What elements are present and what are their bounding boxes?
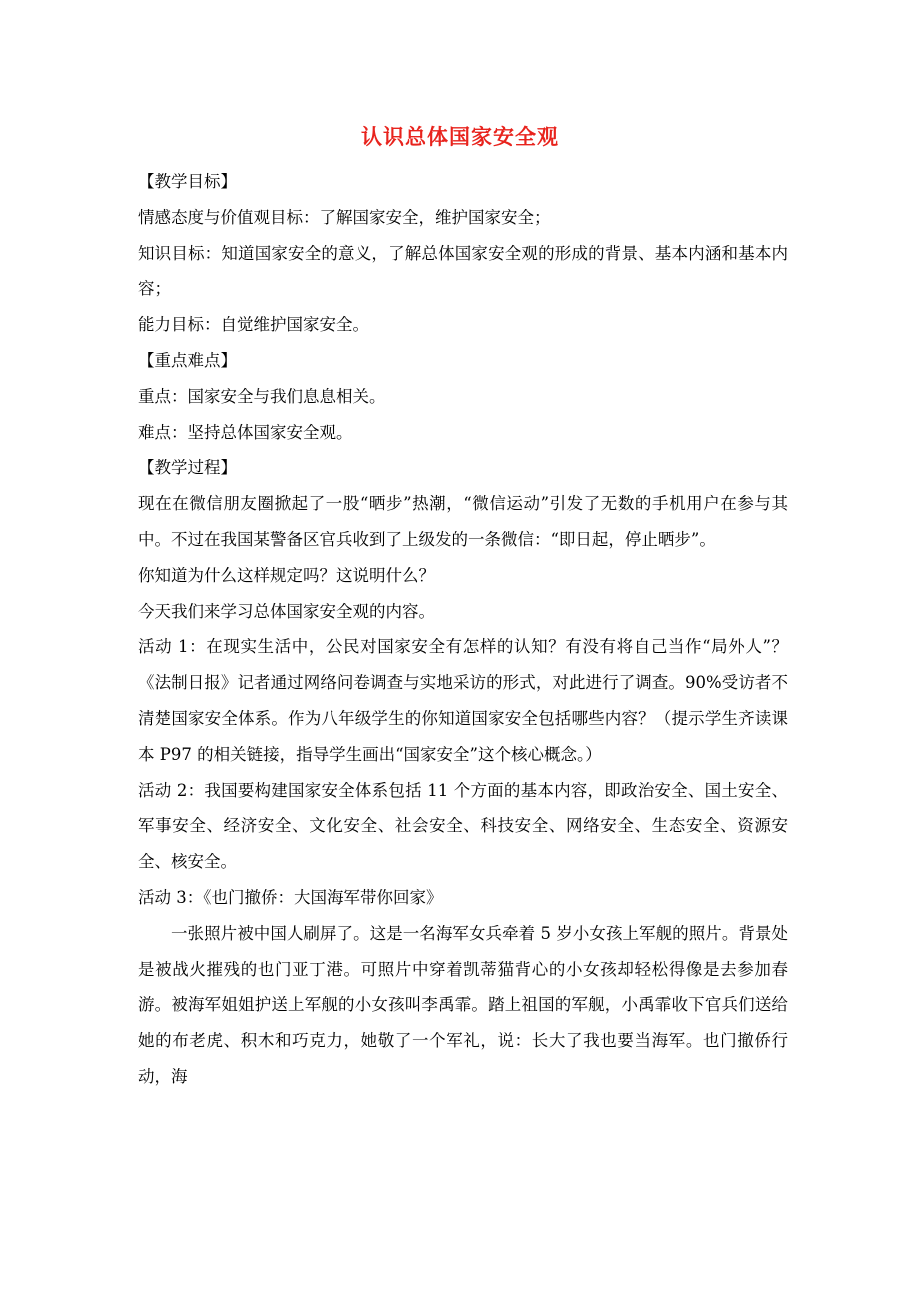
paragraph-question: 你知道为什么这样规定吗？这说明什么？ bbox=[138, 565, 435, 585]
paragraph-activity-3-heading: 活动 3：《也门撤侨：大国海军带你回家》 bbox=[138, 887, 443, 907]
paragraph-activity-1: 活动 1：在现实生活中，公民对国家安全有怎样的认知？有没有将自己当作“局外人”？《法制日报》记者通过网络问卷调查与实地采访的形式，对此进行了调查。90%受访者不清楚国家安全体系。作为八年级学生的你知道国家安全包括哪些内容？（提示学生齐读课本 P97 的相关链接，指导学生画出“国家安全”这个核心概念。） bbox=[138, 637, 788, 764]
section-heading-process: 【教学过程】 bbox=[138, 458, 237, 478]
section-heading-key-points: 【重点难点】 bbox=[138, 350, 237, 370]
section-heading-objectives: 【教学目标】 bbox=[138, 172, 237, 191]
paragraph-difficult-point: 难点：坚持总体国家安全观。 bbox=[138, 422, 353, 442]
document-title: 认识总体国家安全观 bbox=[361, 125, 559, 149]
paragraph-attitude-goal: 情感态度与价值观目标：了解国家安全，维护国家安全； bbox=[138, 207, 551, 227]
document-body bbox=[138, 164, 788, 1095]
paragraph-intro-wechat: 现在在微信朋友圈掀起了一股“晒步”热潮，“微信运动”引发了无数的手机用户在参与其中。不过在我国某警备区官兵收到了上级发的一条微信：“即日起，停止晒步”。 bbox=[138, 494, 788, 549]
paragraph-activity-3-story: 一张照片被中国人刷屏了。这是一名海军女兵牵着 5 岁小女孩上军舰的照片。背景处是被战火摧残的也门亚丁港。可照片中穿着凯蒂猫背心的小女孩却轻松得像是去参加春游。被海军姐姐护送上军舰的小女孩叫李禹霏。踏上祖国的军舰，小禹霏收下官兵们送给她的布老虎、积木和巧克力，她敬了一个军礼，说：长大了我也要当海军。也门撤侨行动，海 bbox=[138, 923, 788, 1086]
paragraph-activity-2: 活动 2：我国要构建国家安全体系包括 11 个方面的基本内容，即政治安全、国土安全、军事安全、经济安全、文化安全、社会安全、科技安全、网络安全、生态安全、资源安全、核安全。 bbox=[138, 780, 788, 872]
paragraph-knowledge-goal: 知识目标：知道国家安全的意义，了解总体国家安全观的形成的背景、基本内涵和基本内容； bbox=[138, 243, 788, 299]
paragraph-key-point: 重点：国家安全与我们息息相关。 bbox=[138, 386, 386, 406]
paragraph-today: 今天我们来学习总体国家安全观的内容。 bbox=[138, 601, 435, 621]
paragraph-ability-goal: 能力目标：自觉维护国家安全。 bbox=[138, 315, 369, 335]
